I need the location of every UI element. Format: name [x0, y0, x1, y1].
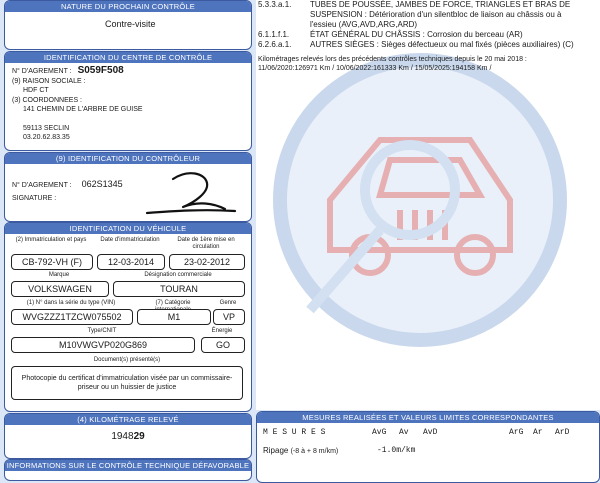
coords-label: (3) COORDONNEES : [12, 97, 83, 104]
next-check-value: Contre-visite [105, 19, 156, 29]
unfavorable-info-header: INFORMATIONS SUR LE CONTRÔLE TECHNIQUE DÉFAVORABLE [6, 461, 250, 470]
marque-value: VOLKSWAGEN [11, 281, 109, 297]
unfavorable-info-panel [4, 459, 252, 481]
controller-agrement-value: 062S1345 [81, 179, 123, 189]
mileage-value-bold: 29 [133, 431, 145, 442]
col-avg: AvG [372, 428, 387, 437]
next-check-panel [4, 0, 252, 50]
controller-header: (9) IDENTIFICATION DU CONTRÔLEUR [5, 153, 251, 164]
immat-label: (2) Immatriculation et pays [15, 237, 87, 243]
type-label: Type/CNIT [87, 328, 117, 334]
controller-panel [4, 152, 252, 222]
defect-text: TUBES DE POUSSÉE, JAMBES DE FORCE, TRIANGLES ET BRAS DE [310, 0, 571, 9]
date-immat-label: Date d'immatriculation [100, 237, 160, 243]
col-ard: ArD [555, 428, 570, 437]
mileage-value [5, 431, 251, 442]
vin-label: (1) N° dans la série du type (VIN) [26, 300, 116, 306]
defect-code: 6.1.1.f.1. [258, 30, 290, 39]
genre-label: Genre [219, 300, 237, 306]
vin-value: WVGZZZ1TZCW075502 [11, 309, 133, 325]
defect-text: l'essieu (AVG,AVD,ARG,ARD) [310, 20, 418, 29]
phone: 03.20.62.83.35 [23, 134, 70, 141]
energie-value: GO [201, 337, 245, 353]
categorie-value: M1 [137, 309, 211, 325]
measures-panel [256, 411, 600, 483]
center-agrement-label: N° D'AGREMENT : [12, 68, 72, 75]
mileage-value-main: 1948 [111, 431, 134, 442]
measures-header: MESURES REALISÉES ET VALEURS LIMITES CORRESPONDANTES [257, 412, 599, 423]
defect-code: 5.3.3.a.1. [258, 0, 292, 9]
address-line1: 141 CHEMIN DE L'ARBRE DE GUISE [23, 106, 143, 113]
center-agrement-value: S059F508 [77, 65, 124, 76]
col-av: Av [399, 428, 409, 437]
vehicle-header: IDENTIFICATION DU VÉHICULE [5, 223, 251, 234]
marque-label: Marque [48, 272, 70, 278]
controller-agrement-label: N° D'AGREMENT : [12, 182, 72, 189]
raison-label: (9) RAISON SOCIALE : [12, 78, 86, 85]
categorie-label: (7) Catégorie [155, 300, 191, 306]
energie-label: Énergie [211, 328, 233, 334]
defect-text: ÉTAT GÉNÉRAL DU CHÂSSIS : Corrosion du berceau (AR) [310, 30, 523, 39]
date-first-label: Date de 1ère mise en circulation [177, 237, 235, 250]
vehicle-panel [4, 222, 252, 412]
defect-code: 6.2.6.a.1. [258, 40, 292, 49]
date-first-value: 23-02-2012 [169, 254, 245, 270]
immat-value: CB-792-VH (F) [11, 254, 93, 270]
designation-value: TOURAN [113, 281, 245, 297]
km-history-line1: Kilométrages relevés lors des précédents contrôles techniques depuis le 20 mai 2018 : [258, 56, 527, 63]
mileage-panel [4, 413, 252, 459]
docs-value: Photocopie du certificat d'immatriculation visée par un commissaire-priseur ou un huissier de justice [11, 366, 243, 400]
signature-label: SIGNATURE : [12, 195, 57, 202]
defects-list [258, 0, 598, 73]
col-avd: AvD [423, 428, 438, 437]
center-panel [4, 51, 252, 151]
docs-label: Document(s) présenté(s) [93, 357, 161, 363]
defect-text: AUTRES SIÈGES : Sièges défectueux ou mal fixés (pièces auxiliaires) (C) [310, 40, 574, 49]
col-arg: ArG [509, 428, 524, 437]
signature-icon [143, 167, 239, 217]
car-watermark-icon [270, 50, 570, 350]
address-line2: 59113 SECLIN [23, 125, 70, 132]
raison-value: HDF CT [23, 87, 49, 94]
measures-title: M E S U R E S [263, 428, 326, 437]
ripage-value: -1.0m/km [377, 446, 416, 455]
type-value: M10VWGVP020G869 [11, 337, 195, 353]
ripage-range: (-8 à + 8 m/km) [290, 448, 339, 455]
designation-label: Désignation commerciale [144, 272, 212, 278]
center-header: IDENTIFICATION DU CENTRE DE CONTRÔLE [5, 52, 251, 63]
date-immat-value: 12-03-2014 [97, 254, 165, 270]
next-check-header: NATURE DU PROCHAIN CONTRÔLE [5, 1, 251, 12]
km-history-line2: 11/06/2020:126971 Km / 10/06/2022:161333 Km / 15/05/2025:194158 Km / [258, 65, 492, 72]
mileage-header: (4) KILOMÉTRAGE RELEVÉ [5, 414, 251, 425]
defect-text: SUSPENSION : Détérioration d'un silentbloc de liaison au châssis ou à [310, 10, 562, 19]
genre-value: VP [213, 309, 245, 325]
col-ar: Ar [533, 428, 543, 437]
ripage-label: Ripage [263, 446, 289, 455]
